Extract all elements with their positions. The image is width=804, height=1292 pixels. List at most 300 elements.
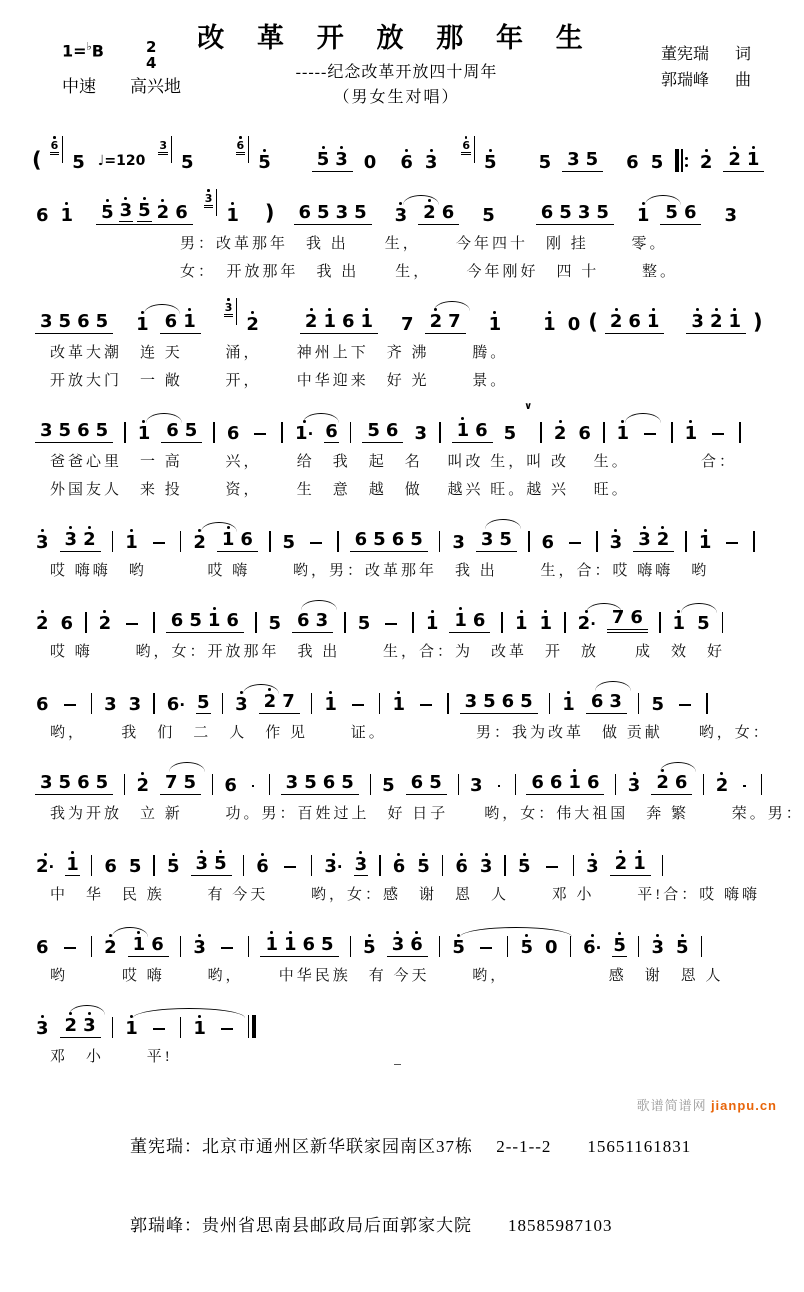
beamed-note-group	[406, 769, 447, 795]
note: 5	[372, 526, 387, 549]
note: 3	[354, 851, 369, 876]
duration-dash	[64, 704, 76, 706]
duration-dash	[569, 542, 581, 544]
lyric-row: 哟 哎 嗨 哟， 中华民族 有 今天 哟， 感 谢 恩 人	[30, 964, 767, 985]
note: 3	[64, 526, 79, 549]
barline	[701, 936, 703, 957]
note: 5	[257, 149, 272, 172]
system-6	[30, 595, 767, 661]
note: 3	[335, 199, 350, 222]
watermark-site-name: 歌谱简谱网	[637, 1098, 707, 1113]
system-1	[30, 134, 767, 172]
close-paren: )	[265, 202, 275, 225]
key-signature	[62, 40, 104, 60]
note: 1	[561, 691, 576, 714]
note: 5	[519, 688, 534, 711]
note: 6	[341, 308, 356, 331]
note: 1	[539, 610, 554, 633]
note: 5	[409, 526, 424, 549]
beamed-note-group	[418, 199, 459, 225]
beamed-note-group	[96, 197, 193, 225]
key-note: B	[92, 41, 104, 60]
note: 5	[95, 769, 110, 792]
note: 1	[391, 691, 406, 714]
note: 3	[609, 529, 624, 552]
lyric-row: 中 华 民 族 有 今天 哟，女：感 谢 恩 人 邓 小 平!合：哎 嗨嗨	[30, 883, 767, 904]
barline	[213, 422, 215, 443]
note: 3	[35, 1015, 50, 1038]
note: 5	[316, 146, 331, 169]
note: 2	[64, 1012, 79, 1035]
note: 5	[498, 526, 513, 549]
beamed-note-group	[633, 526, 674, 552]
barline	[243, 855, 245, 876]
system-2	[30, 187, 767, 281]
beamed-note-group	[260, 931, 338, 957]
note: 6	[239, 526, 254, 549]
note: 1	[323, 691, 338, 714]
beamed-note-group	[610, 850, 651, 876]
note: 5	[58, 417, 73, 440]
duration-dash	[126, 623, 138, 625]
barline	[540, 422, 542, 443]
beamed-note-group	[160, 769, 201, 795]
barline	[153, 693, 155, 714]
note: 3	[627, 772, 642, 795]
barline	[447, 693, 449, 714]
beamed-note-group	[686, 308, 746, 334]
note: 5	[188, 607, 203, 630]
note: 7	[447, 308, 462, 331]
note: 2·	[577, 610, 597, 633]
composer-name: 郭瑞峰	[661, 68, 709, 94]
note: 6	[103, 853, 118, 876]
note: 3	[128, 691, 143, 714]
note: 5	[696, 610, 711, 633]
lyric-row: 改革大潮 连 天 涌， 神州上下 齐 沸 腾。	[30, 341, 767, 362]
duration-dash	[352, 704, 364, 706]
barline	[442, 855, 444, 876]
note: 6	[541, 529, 556, 552]
duration-dash	[221, 947, 233, 949]
note: 1	[124, 1015, 139, 1038]
duration-dash	[310, 542, 322, 544]
time-signature	[146, 40, 156, 72]
note: 3	[585, 853, 600, 876]
note: 6	[674, 769, 689, 792]
slur-arc	[133, 1008, 245, 1018]
speed-label: 中速	[62, 72, 96, 97]
beamed-note-group	[191, 850, 232, 876]
grace-note: 6	[236, 136, 250, 163]
note: 1	[684, 420, 699, 443]
beamed-note-group	[312, 146, 353, 172]
barline	[153, 612, 155, 633]
key-prefix: 1=	[62, 41, 87, 60]
beamed-note-group	[362, 417, 403, 443]
credits	[661, 42, 751, 93]
note: 2	[156, 199, 171, 222]
note: 5	[100, 199, 115, 222]
note: 1	[322, 308, 337, 331]
note: 6	[683, 199, 698, 222]
note: 6·	[166, 691, 186, 714]
barline	[180, 1017, 182, 1038]
duration-dash	[480, 947, 492, 949]
beamed-note-group	[476, 526, 517, 552]
beamed-note-group	[526, 769, 604, 795]
note: 5	[538, 149, 553, 172]
composer-role: 曲	[735, 68, 751, 94]
open-paren: (	[588, 311, 598, 334]
grace-note: 6	[461, 136, 475, 163]
lyricist-name: 董宪瑞	[661, 42, 709, 68]
barline	[603, 422, 605, 443]
beamed-note-group	[387, 931, 428, 957]
note: 5	[416, 853, 431, 876]
beamed-note-group	[35, 417, 113, 443]
barline	[153, 855, 155, 876]
duration-dash	[546, 866, 558, 868]
note: 5	[650, 691, 665, 714]
barline	[573, 855, 575, 876]
beamed-note-group	[166, 607, 244, 633]
note: 6	[35, 691, 50, 714]
beamed-note-group	[449, 607, 490, 633]
barline	[379, 855, 381, 876]
song-subtitle: -----纪念改革开放四十周年	[0, 59, 793, 82]
final-barline	[248, 1015, 257, 1038]
note: 1	[192, 1015, 207, 1038]
note: 0	[363, 149, 378, 172]
lyricist-role: 词	[735, 42, 751, 68]
note: 7	[164, 769, 179, 792]
beamed-note-group	[607, 604, 648, 633]
note: 6	[540, 199, 555, 222]
note: 5	[428, 769, 443, 792]
beamed-note-group	[425, 308, 466, 334]
note: 3	[195, 850, 210, 873]
barline	[439, 422, 441, 443]
note: 7	[281, 688, 296, 711]
barline	[549, 693, 551, 714]
beamed-note-group	[259, 688, 300, 714]
note: 6	[298, 199, 313, 222]
note: 6	[577, 420, 592, 443]
note: 2	[135, 772, 150, 795]
barline	[722, 612, 724, 633]
open-paren: (	[32, 149, 42, 172]
beamed-note-group	[128, 931, 169, 957]
beamed-note-group	[660, 199, 701, 225]
barline	[439, 531, 441, 552]
duration-dash	[420, 704, 432, 706]
note: 6	[629, 604, 644, 627]
note: 3	[650, 934, 665, 957]
barline	[564, 612, 566, 633]
note: 3	[577, 199, 592, 222]
note: 3	[480, 526, 495, 549]
note: 2	[699, 149, 714, 172]
note: 2	[609, 308, 624, 331]
note: 5	[196, 689, 211, 714]
note: 5	[58, 308, 73, 331]
note: 1	[221, 526, 236, 549]
note: 6	[410, 769, 425, 792]
note: 3	[315, 607, 330, 630]
barline	[91, 936, 93, 957]
note: 6·	[582, 934, 602, 957]
note: 6	[322, 769, 337, 792]
beamed-note-group	[651, 769, 692, 795]
grace-note: 6	[50, 136, 64, 163]
barline	[344, 612, 346, 633]
flat-sign: ♭	[87, 40, 92, 53]
note: 3	[394, 202, 409, 225]
beamed-note-group	[452, 417, 493, 443]
note: 1	[514, 610, 529, 633]
note: 1	[135, 311, 150, 334]
beamed-note-group	[350, 526, 428, 552]
note: 2	[245, 311, 260, 334]
note: 3	[39, 417, 54, 440]
beamed-note-group	[35, 769, 113, 795]
barline	[439, 936, 441, 957]
note: 6	[302, 931, 317, 954]
note: 3	[413, 420, 428, 443]
notes-row	[30, 405, 767, 443]
barline	[596, 531, 598, 552]
note: 5	[58, 769, 73, 792]
lyricist-row	[661, 42, 751, 68]
note: 1	[456, 417, 471, 440]
beamed-note-group	[294, 199, 372, 225]
note: 0	[567, 311, 582, 334]
note: 3	[192, 934, 207, 957]
note: 7	[611, 604, 626, 627]
note: 2	[656, 526, 671, 549]
watermark-site-url: jianpu.cn	[711, 1098, 777, 1113]
tempo-mood-row	[62, 72, 181, 97]
duration-dash	[64, 947, 76, 949]
barline	[753, 531, 755, 552]
note: 3	[566, 146, 581, 169]
system-3	[30, 296, 767, 390]
song-title: 改 革 开 放 那 年 生	[0, 0, 793, 55]
beamed-note-group	[292, 607, 333, 633]
note: 3	[451, 529, 466, 552]
note: 2	[422, 199, 437, 222]
note: 6	[150, 931, 165, 954]
note: 5	[183, 769, 198, 792]
barline	[507, 936, 509, 957]
note: 1	[746, 146, 761, 169]
notes-row	[30, 1000, 767, 1038]
notes-row	[30, 296, 767, 334]
barline	[501, 612, 503, 633]
tempo-marking: ♩=120	[98, 153, 146, 169]
note: 6	[391, 526, 406, 549]
note: 3	[82, 1012, 97, 1035]
note: 5	[381, 772, 396, 795]
barline	[638, 693, 640, 714]
note: 1	[646, 308, 661, 331]
note: 3·	[323, 853, 343, 876]
barline	[269, 531, 271, 552]
barline	[91, 693, 93, 714]
note: 1	[207, 607, 222, 630]
system-10	[30, 919, 767, 985]
barline	[638, 936, 640, 957]
duration-dash	[221, 1028, 233, 1030]
beamed-note-group	[161, 417, 202, 443]
note: 1	[124, 529, 139, 552]
note: 3	[234, 691, 249, 714]
composer-row	[661, 68, 751, 94]
barline	[112, 1017, 114, 1038]
note: 6	[474, 417, 489, 440]
note: 1	[542, 311, 557, 334]
breath-mark: ∨	[524, 401, 532, 412]
barline	[671, 422, 673, 443]
note: 6	[586, 769, 601, 792]
note: 3	[39, 308, 54, 331]
note: 2	[727, 146, 742, 169]
note: 5	[483, 149, 498, 172]
barline	[504, 855, 506, 876]
duration-dash	[679, 704, 691, 706]
beamed-note-group	[217, 526, 258, 552]
lyric-row: 爸爸心里 一 高 兴， 给 我 起 名 叫改 生，叫 改 生。 合：	[30, 450, 767, 471]
system-11	[30, 1000, 767, 1066]
barline	[706, 693, 708, 714]
note: 6	[354, 526, 369, 549]
note: 6	[226, 420, 241, 443]
note: 3	[285, 769, 300, 792]
note: 5	[316, 199, 331, 222]
beamed-note-group	[723, 146, 764, 172]
note: 2	[553, 420, 568, 443]
note: 6	[255, 853, 270, 876]
note: 2	[98, 610, 113, 633]
note: 5	[95, 308, 110, 331]
note: 5	[517, 853, 532, 876]
contact-line-composer: 郭瑞峰：贵州省思南县邮政局后面郭家大院 18585987103	[130, 1213, 793, 1239]
note: 6	[170, 607, 185, 630]
barline	[350, 422, 352, 443]
barline	[570, 936, 572, 957]
duration-dash	[153, 1028, 165, 1030]
note: 3	[637, 526, 652, 549]
note: 6	[627, 308, 642, 331]
beamed-note-group	[60, 1012, 101, 1038]
note: 3	[424, 149, 439, 172]
note: 1	[632, 850, 647, 873]
barline	[412, 612, 414, 633]
barline	[311, 855, 313, 876]
mood-label: 高兴地	[130, 72, 181, 97]
note: 3	[103, 691, 118, 714]
beamed-note-group	[562, 146, 603, 172]
note: 6	[501, 688, 516, 711]
repeat-start-barline	[675, 149, 688, 172]
duration-dash	[153, 542, 165, 544]
system-7	[30, 676, 767, 742]
note: 5	[366, 417, 381, 440]
lyric-row: 我为开放 立 新 功。男：百姓过上 好 日子 哟，女：伟大祖国 奔 繁 荣。男：	[30, 802, 767, 823]
note: 6	[625, 149, 640, 172]
note: 1	[425, 610, 440, 633]
note: 5	[71, 149, 86, 172]
note: 5	[482, 688, 497, 711]
note: 5	[357, 610, 372, 633]
note: 2	[304, 308, 319, 331]
duration-dash	[284, 866, 296, 868]
note: 6	[60, 610, 75, 633]
beamed-note-group	[281, 769, 359, 795]
duration-dash	[726, 542, 738, 544]
barline	[685, 531, 687, 552]
note: 6	[35, 202, 50, 225]
note: 5	[481, 202, 496, 225]
note: 6	[76, 308, 91, 331]
notes-row	[30, 187, 767, 225]
barline	[180, 936, 182, 957]
note: 1	[182, 308, 197, 331]
note: 1	[453, 607, 468, 630]
beamed-note-group	[605, 308, 665, 334]
system-5	[30, 514, 767, 580]
note: 6	[472, 607, 487, 630]
note: 1	[65, 851, 80, 876]
duration-dash	[385, 623, 397, 625]
note: 5	[303, 769, 318, 792]
note: 6	[296, 607, 311, 630]
note: 1·	[294, 420, 314, 443]
grace-note: 3	[158, 136, 172, 163]
note: 6	[174, 199, 189, 222]
note: 1	[283, 931, 298, 954]
note: 3	[479, 853, 494, 876]
lyric-row: 开放大门 一 敞 开， 中华迎来 好 光 景。	[30, 369, 767, 390]
note: 3	[35, 529, 50, 552]
note: 2	[35, 610, 50, 633]
beamed-note-group	[60, 526, 101, 552]
barline	[124, 422, 126, 443]
beamed-note-group	[160, 308, 201, 334]
note: 6	[223, 772, 238, 795]
note: 3	[39, 769, 54, 792]
duration-dash	[644, 433, 656, 435]
note: 5	[451, 934, 466, 957]
notes-row	[30, 838, 767, 876]
key-signature-block	[62, 40, 156, 72]
note: 5	[184, 417, 199, 440]
notes-row	[30, 595, 767, 633]
note: 6	[441, 199, 456, 222]
note: 1	[636, 202, 651, 225]
lyric-row: 男：改革那年 我 出 生， 今年四十 刚 挂 零。	[30, 232, 767, 253]
note: 6	[76, 417, 91, 440]
system-4	[30, 405, 767, 499]
note: 2	[429, 308, 444, 331]
barline	[91, 855, 93, 876]
barline	[180, 531, 182, 552]
note: 2	[715, 772, 730, 795]
note: 7	[400, 311, 415, 334]
header	[0, 0, 793, 130]
note: 5	[95, 417, 110, 440]
